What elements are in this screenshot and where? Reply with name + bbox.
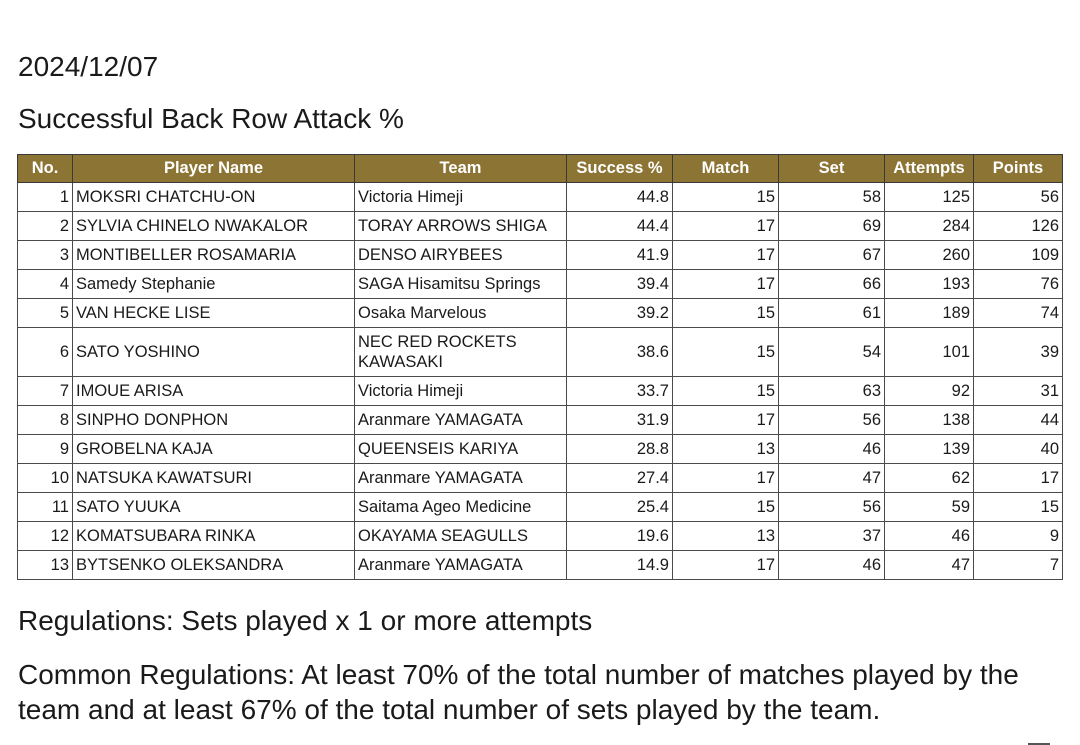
regulations-note: Regulations: Sets played x 1 or more attempts xyxy=(18,605,593,636)
cell-points: 31 xyxy=(974,377,1063,406)
cell-attempts: 46 xyxy=(885,522,974,551)
cell-set: 63 xyxy=(779,377,885,406)
cell-points: 40 xyxy=(974,435,1063,464)
cell-match: 13 xyxy=(673,435,779,464)
cell-no: 10 xyxy=(18,464,73,493)
cell-success: 27.4 xyxy=(567,464,673,493)
table-row xyxy=(18,551,1063,580)
cell-points: 109 xyxy=(974,241,1063,270)
cell-points: 7 xyxy=(974,551,1063,580)
cell-points: 126 xyxy=(974,212,1063,241)
cell-match: 15 xyxy=(673,328,779,377)
cell-success: 33.7 xyxy=(567,377,673,406)
cell-no: 7 xyxy=(18,377,73,406)
cell-match: 15 xyxy=(673,493,779,522)
cell-match: 15 xyxy=(673,183,779,212)
cell-set: 69 xyxy=(779,212,885,241)
cell-success: 38.6 xyxy=(567,328,673,377)
column-header-player-name: Player Name xyxy=(73,155,355,183)
cell-match: 17 xyxy=(673,270,779,299)
stats-table xyxy=(17,154,1063,580)
table-row xyxy=(18,406,1063,435)
cell-match: 17 xyxy=(673,241,779,270)
table-row xyxy=(18,464,1063,493)
report-title: Successful Back Row Attack % xyxy=(18,103,404,134)
column-header-no: No. xyxy=(18,155,73,183)
cell-points: 39 xyxy=(974,328,1063,377)
cell-player-name: SYLVIA CHINELO NWAKALOR xyxy=(73,212,355,241)
cell-team: TORAY ARROWS SHIGA xyxy=(355,212,567,241)
cell-team: SAGA Hisamitsu Springs xyxy=(355,270,567,299)
cell-player-name: MONTIBELLER ROSAMARIA xyxy=(73,241,355,270)
cell-points: 15 xyxy=(974,493,1063,522)
table-row xyxy=(18,377,1063,406)
cell-player-name: IMOUE ARISA xyxy=(73,377,355,406)
cell-set: 37 xyxy=(779,522,885,551)
column-header-team: Team xyxy=(355,155,567,183)
cell-success: 39.4 xyxy=(567,270,673,299)
cell-set: 47 xyxy=(779,464,885,493)
cell-player-name: VAN HECKE LISE xyxy=(73,299,355,328)
cell-attempts: 139 xyxy=(885,435,974,464)
cell-set: 58 xyxy=(779,183,885,212)
table-row xyxy=(18,270,1063,299)
cell-no: 6 xyxy=(18,328,73,377)
cell-match: 15 xyxy=(673,377,779,406)
cell-player-name: BYTSENKO OLEKSANDRA xyxy=(73,551,355,580)
cell-match: 17 xyxy=(673,551,779,580)
cell-success: 41.9 xyxy=(567,241,673,270)
cell-player-name: SATO YUUKA xyxy=(73,493,355,522)
column-header-set: Set xyxy=(779,155,885,183)
cell-no: 12 xyxy=(18,522,73,551)
column-header-points: Points xyxy=(974,155,1063,183)
cell-set: 61 xyxy=(779,299,885,328)
cell-team: Victoria Himeji xyxy=(355,377,567,406)
cell-player-name: SINPHO DONPHON xyxy=(73,406,355,435)
cell-match: 17 xyxy=(673,464,779,493)
column-header-attempts: Attempts xyxy=(885,155,974,183)
cell-attempts: 193 xyxy=(885,270,974,299)
cell-points: 76 xyxy=(974,270,1063,299)
cell-points: 17 xyxy=(974,464,1063,493)
cell-set: 54 xyxy=(779,328,885,377)
column-header-match: Match xyxy=(673,155,779,183)
cell-team: NEC RED ROCKETS KAWASAKI xyxy=(355,328,567,377)
cell-no: 1 xyxy=(18,183,73,212)
cell-attempts: 125 xyxy=(885,183,974,212)
cell-player-name: KOMATSUBARA RINKA xyxy=(73,522,355,551)
cell-no: 5 xyxy=(18,299,73,328)
cell-attempts: 138 xyxy=(885,406,974,435)
cell-team: Osaka Marvelous xyxy=(355,299,567,328)
cell-team: Aranmare YAMAGATA xyxy=(355,551,567,580)
table-row xyxy=(18,493,1063,522)
cell-team: Victoria Himeji xyxy=(355,183,567,212)
table-body xyxy=(18,183,1063,580)
cell-set: 46 xyxy=(779,435,885,464)
cell-attempts: 92 xyxy=(885,377,974,406)
cell-success: 28.8 xyxy=(567,435,673,464)
cell-success: 39.2 xyxy=(567,299,673,328)
cell-no: 3 xyxy=(18,241,73,270)
cell-points: 74 xyxy=(974,299,1063,328)
cell-team: Aranmare YAMAGATA xyxy=(355,464,567,493)
table-row xyxy=(18,183,1063,212)
common-regulations-note: Common Regulations: At least 70% of the total number of matches played by the team and at least 67% of the total number of sets played by the team. xyxy=(18,659,1019,725)
table-row xyxy=(18,212,1063,241)
table-row xyxy=(18,435,1063,464)
cell-attempts: 189 xyxy=(885,299,974,328)
cell-player-name: SATO YOSHINO xyxy=(73,328,355,377)
cell-no: 4 xyxy=(18,270,73,299)
column-header-success: Success % xyxy=(567,155,673,183)
cell-match: 17 xyxy=(673,212,779,241)
cell-no: 2 xyxy=(18,212,73,241)
cell-team: Saitama Ageo Medicine xyxy=(355,493,567,522)
cell-player-name: MOKSRI CHATCHU-ON xyxy=(73,183,355,212)
cell-attempts: 101 xyxy=(885,328,974,377)
cell-success: 14.9 xyxy=(567,551,673,580)
cell-set: 56 xyxy=(779,493,885,522)
cell-no: 11 xyxy=(18,493,73,522)
cell-success: 25.4 xyxy=(567,493,673,522)
table-row xyxy=(18,241,1063,270)
cell-set: 56 xyxy=(779,406,885,435)
cell-match: 15 xyxy=(673,299,779,328)
report-date: 2024/12/07 xyxy=(18,51,159,82)
cell-success: 44.8 xyxy=(567,183,673,212)
cell-no: 9 xyxy=(18,435,73,464)
cell-team: Aranmare YAMAGATA xyxy=(355,406,567,435)
cell-success: 31.9 xyxy=(567,406,673,435)
cell-attempts: 59 xyxy=(885,493,974,522)
cell-attempts: 47 xyxy=(885,551,974,580)
cell-set: 67 xyxy=(779,241,885,270)
cell-set: 46 xyxy=(779,551,885,580)
cell-no: 8 xyxy=(18,406,73,435)
cell-attempts: 62 xyxy=(885,464,974,493)
table-row xyxy=(18,522,1063,551)
cell-points: 44 xyxy=(974,406,1063,435)
cell-team: OKAYAMA SEAGULLS xyxy=(355,522,567,551)
cell-attempts: 284 xyxy=(885,212,974,241)
cell-set: 66 xyxy=(779,270,885,299)
cell-player-name: NATSUKA KAWATSURI xyxy=(73,464,355,493)
cell-match: 17 xyxy=(673,406,779,435)
cell-no: 13 xyxy=(18,551,73,580)
table-row xyxy=(18,299,1063,328)
cell-player-name: Samedy Stephanie xyxy=(73,270,355,299)
cell-success: 19.6 xyxy=(567,522,673,551)
cell-attempts: 260 xyxy=(885,241,974,270)
table-header-row xyxy=(18,155,1063,183)
cell-player-name: GROBELNA KAJA xyxy=(73,435,355,464)
cell-points: 56 xyxy=(974,183,1063,212)
cell-team: DENSO AIRYBEES xyxy=(355,241,567,270)
cell-team: QUEENSEIS KARIYA xyxy=(355,435,567,464)
table-row xyxy=(18,328,1063,377)
cell-match: 13 xyxy=(673,522,779,551)
cell-success: 44.4 xyxy=(567,212,673,241)
cell-points: 9 xyxy=(974,522,1063,551)
